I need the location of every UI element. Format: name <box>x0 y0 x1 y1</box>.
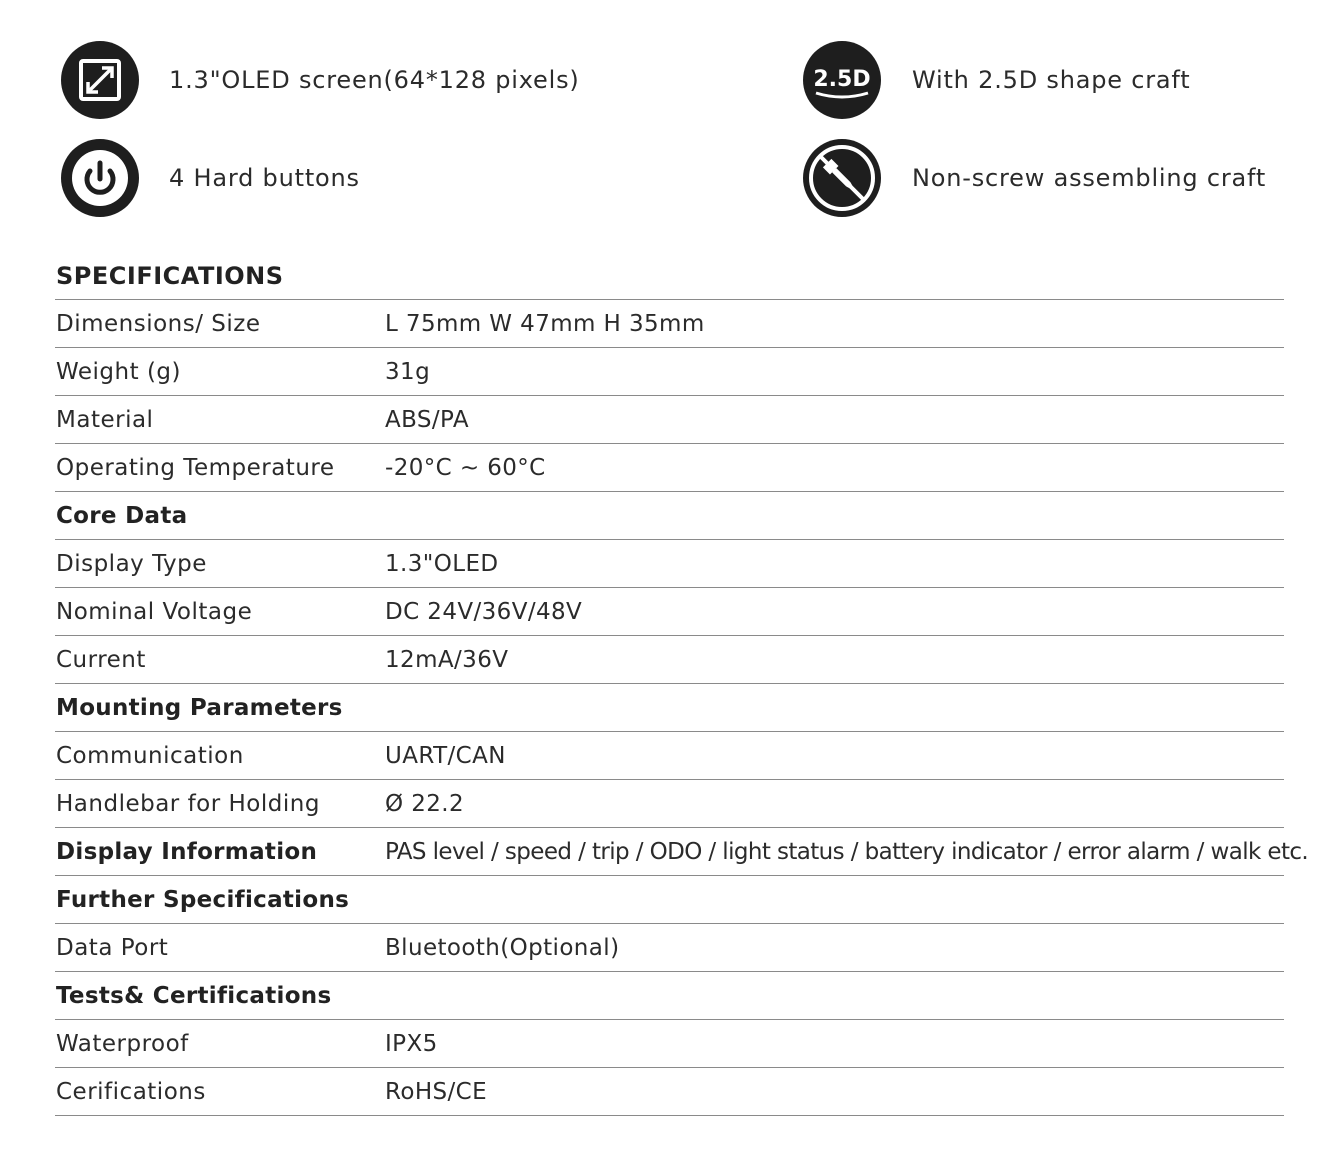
table-row <box>55 636 1284 684</box>
table-row <box>55 588 1284 636</box>
section-label: Further Specifications <box>56 886 350 913</box>
spec-value: L 75mm W 47mm H 35mm <box>385 310 705 337</box>
spec-label: Weight (g) <box>56 358 181 385</box>
spec-label: Data Port <box>56 934 169 961</box>
no-screw-icon <box>803 139 881 217</box>
badge-text: 2.5D <box>813 67 871 92</box>
spec-value: Bluetooth(Optional) <box>385 934 620 961</box>
spec-label: Material <box>56 406 154 433</box>
feature-text: 4 Hard buttons <box>169 164 360 192</box>
table-row <box>55 1020 1284 1068</box>
table-row <box>55 348 1284 396</box>
table-row <box>55 300 1284 348</box>
table-row <box>55 1068 1284 1116</box>
table-row <box>55 540 1284 588</box>
feature-non-screw <box>803 138 1266 218</box>
spec-label: Nominal Voltage <box>56 598 253 625</box>
table-row <box>55 732 1284 780</box>
section-header-row <box>55 876 1284 924</box>
section-label: Core Data <box>56 502 188 529</box>
spec-label: Operating Temperature <box>56 454 335 481</box>
specifications-title: SPECIFICATIONS <box>56 262 284 290</box>
spec-value: RoHS/CE <box>385 1078 488 1105</box>
spec-value: IPX5 <box>385 1030 438 1057</box>
spec-value: 12mA/36V <box>385 646 509 673</box>
spec-label: Waterproof <box>56 1030 189 1057</box>
feature-2-5d-craft <box>803 40 1190 120</box>
spec-label: Handlebar for Holding <box>56 790 320 817</box>
2.5d-badge-icon <box>803 41 881 119</box>
feature-text: 1.3"OLED screen(64*128 pixels) <box>169 66 580 94</box>
spec-label: Dimensions/ Size <box>56 310 261 337</box>
section-label: Tests& Certifications <box>56 982 332 1009</box>
feature-text: Non-screw assembling craft <box>912 164 1267 192</box>
spec-label: Cerifications <box>56 1078 206 1105</box>
section-header-row <box>55 828 1309 876</box>
section-header-row <box>55 684 1284 732</box>
table-row <box>55 924 1284 972</box>
spec-value: Ø 22.2 <box>385 790 465 817</box>
spec-label: Communication <box>56 742 244 769</box>
section-header-row <box>55 972 1284 1020</box>
feature-oled-screen <box>61 40 580 120</box>
specifications-table <box>55 299 1309 1116</box>
power-icon <box>61 139 139 217</box>
section-header-row <box>55 492 1284 540</box>
spec-value: PAS level / speed / trip / ODO / light status / battery indicator / error alarm / walk etc. <box>385 838 1309 865</box>
expand-icon <box>61 41 139 119</box>
feature-hard-buttons <box>61 138 360 218</box>
spec-value: -20°C ~ 60°C <box>385 454 546 481</box>
spec-value: 1.3"OLED <box>385 550 499 577</box>
spec-value: DC 24V/36V/48V <box>385 598 583 625</box>
table-row <box>55 444 1284 492</box>
section-label: Display Information <box>56 838 318 865</box>
section-label: Mounting Parameters <box>56 694 343 721</box>
feature-text: With 2.5D shape craft <box>912 66 1191 94</box>
table-row <box>55 396 1284 444</box>
spec-label: Current <box>56 646 146 673</box>
spec-label: Display Type <box>56 550 207 577</box>
table-row <box>55 780 1284 828</box>
spec-value: UART/CAN <box>385 742 506 769</box>
spec-value: 31g <box>385 358 431 385</box>
spec-value: ABS/PA <box>385 406 469 433</box>
